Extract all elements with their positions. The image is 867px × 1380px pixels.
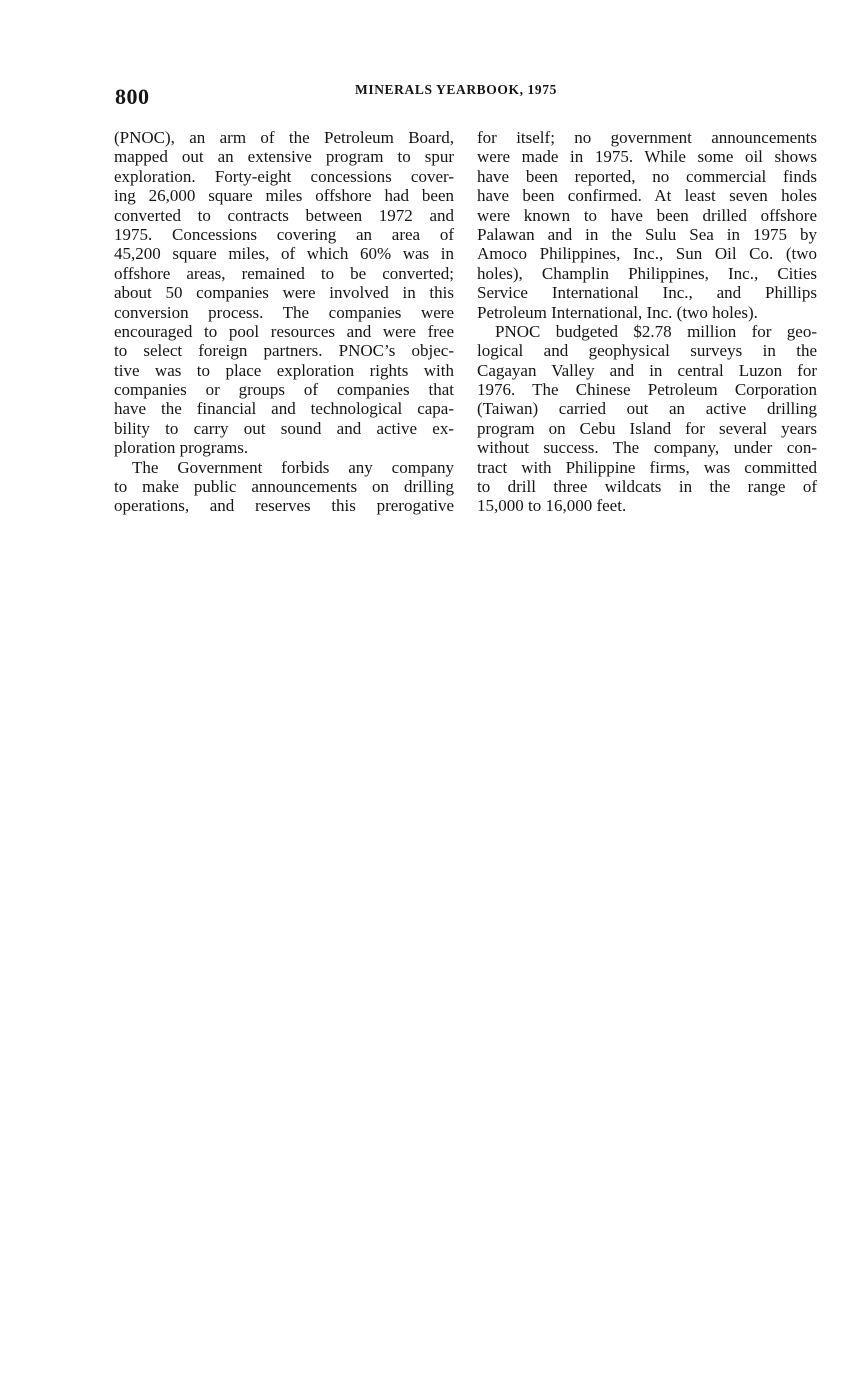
text-line: logical and geophysical surveys in the — [477, 341, 817, 361]
text-line: (PNOC), an arm of the Petroleum Board, — [114, 128, 454, 147]
left-paragraph-2 — [114, 458, 454, 516]
text-line: Amoco Philippines, Inc., Sun Oil Co. (two — [477, 244, 817, 264]
text-line: without success. The company, under con- — [477, 438, 817, 458]
text-line: to select foreign partners. PNOC’s objec- — [114, 341, 454, 361]
text-line: ing 26,000 square miles offshore had been — [114, 186, 454, 206]
text-line: for itself; no government announcements — [477, 128, 817, 147]
text-line: tive was to place exploration rights with — [114, 360, 454, 380]
text-line: 1976. The Chinese Petroleum Corporation — [477, 380, 817, 400]
left-paragraph-1 — [114, 128, 454, 458]
right-paragraph-1 — [477, 128, 817, 322]
text-line: operations, and reserves this prerogative — [114, 496, 454, 516]
text-line: to drill three wildcats in the range of — [477, 477, 817, 497]
text-line: tract with Philippine firms, was committed — [477, 457, 817, 477]
text-line: have been confirmed. At least seven holes — [477, 186, 817, 206]
text-line: 45,200 square miles, of which 60% was in — [114, 244, 454, 264]
text-line: have been reported, no commercial finds — [477, 166, 817, 186]
text-line: exploration. Forty-eight concessions cover- — [114, 166, 454, 186]
text-line: (Taiwan) carried out an active drilling — [477, 399, 817, 419]
text-line: were known to have been drilled offshore — [477, 205, 817, 225]
text-line: Palawan and in the Sulu Sea in 1975 by — [477, 224, 817, 244]
text-line: ploration programs. — [114, 438, 249, 458]
left-column — [114, 128, 454, 516]
text-line: conversion process. The companies were — [114, 302, 454, 322]
text-line: companies or groups of companies that — [114, 380, 454, 400]
right-column — [477, 128, 817, 516]
page-number: 800 — [115, 84, 150, 109]
text-line: holes), Champlin Philippines, Inc., Cities — [477, 263, 817, 283]
text-line: 15,000 to 16,000 feet. — [477, 496, 627, 516]
text-line: encouraged to pool resources and were free — [114, 321, 454, 341]
text-line: Cagayan Valley and in central Luzon for — [477, 360, 817, 380]
text-line: were made in 1975. While some oil shows — [477, 147, 817, 167]
text-line: to make public announcements on drilling — [114, 477, 454, 497]
text-line: mapped out an extensive program to spur — [114, 147, 454, 167]
text-line: offshore areas, remained to be converted; — [114, 263, 454, 283]
text-line: Petroleum International, Inc. (two holes). — [477, 302, 758, 322]
text-line: 1975. Concessions covering an area of — [114, 224, 454, 244]
text-line: program on Cebu Island for several years — [477, 418, 817, 438]
text-line: Service International Inc., and Phillips — [477, 283, 817, 303]
right-paragraph-2 — [477, 322, 817, 516]
text-line: PNOC budgeted $2.78 million for geo- — [495, 321, 817, 341]
text-line: bility to carry out sound and active ex- — [114, 418, 454, 438]
text-line: converted to contracts between 1972 and — [114, 205, 454, 225]
text-line: have the financial and technological capa- — [114, 399, 454, 419]
running-head: MINERALS YEARBOOK, 1975 — [355, 82, 557, 97]
text-line: The Government forbids any company — [132, 457, 454, 477]
text-line: about 50 companies were involved in this — [114, 283, 454, 303]
